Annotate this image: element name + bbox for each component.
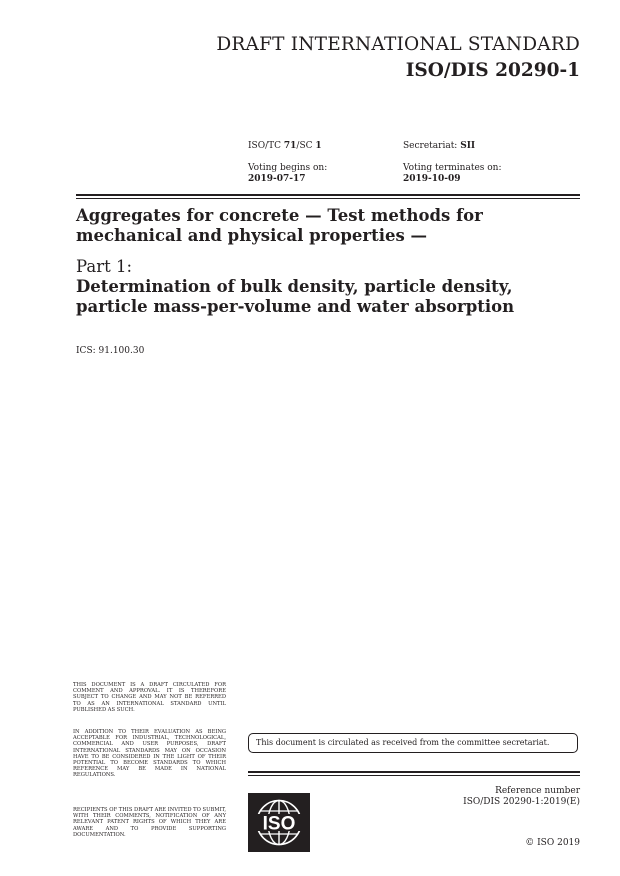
ics-code: ICS: 91.100.30 [76,346,145,356]
committee-tc: 71 [283,141,297,151]
secretariat-label: Secretariat: [403,141,461,151]
copyright-notice: © ISO 2019 [525,838,580,848]
document-stage-title: DRAFT INTERNATIONAL STANDARD [216,34,580,55]
voting-begins-date: 2019-07-17 [248,174,306,184]
committee-sc: 1 [315,141,322,151]
voting-terminates-label: Voting terminates on: [403,163,502,173]
circulation-notice: This document is circulated as received from the committee secretariat. [248,733,578,753]
disclaimer-paragraph: RECIPIENTS OF THIS DRAFT ARE INVITED TO SUBMIT, WITH THEIR COMMENTS, NOTIFICATION OF ANY RELEVANT PATENT RIGHTS OF WHICH THEY ARE AWARE AND TO PROVIDE SUPPORTING DOCUMENTATION. [73,807,226,838]
disclaimer-paragraph: IN ADDITION TO THEIR EVALUATION AS BEING ACCEPTABLE FOR INDUSTRIAL, TECHNOLOGICAL, COMMERCIAL AND USER PURPOSES, DRAFT INTERNATIONAL STANDARDS MAY ON OCCASION HAVE TO BE CONSIDERED IN THE LIGHT OF THEIR POTENTIAL TO BECOME STANDARDS TO WHICH REFERENCE MAY BE MADE IN NATIONAL REGULATIONS. [73,729,226,779]
main-title: Aggregates for concrete — Test methods for mechanical and physical properties — [76,206,483,245]
voting-terminates-date: 2019-10-09 [403,174,461,184]
reference-number-label: Reference number [495,786,580,796]
secretariat-value: SII [460,141,476,151]
part-title: Determination of bulk density, particle density, particle mass-per-volume and water absorption [76,277,515,316]
part-label: Part 1: [76,257,133,276]
document-reference: ISO/DIS 20290-1 [405,60,580,81]
iso-logo-text: ISO [262,813,296,835]
iso-logo-icon [248,793,310,852]
voting-begins [248,163,327,185]
reference-number-value: ISO/DIS 20290-1:2019(E) [463,797,580,807]
reference-number-block [463,786,580,808]
footer-divider [248,771,580,776]
committee-prefix: ISO/TC [248,141,284,151]
header-divider [76,194,580,199]
committee-mid: /SC [296,141,316,151]
voting-terminates [403,163,502,185]
secretariat-info [403,141,475,152]
committee-info [248,141,322,152]
disclaimer-paragraph: THIS DOCUMENT IS A DRAFT CIRCULATED FOR COMMENT AND APPROVAL. IT IS THEREFORE SUBJECT TO CHANGE AND MAY NOT BE REFERRED TO AS AN INTERNATIONAL STANDARD UNTIL PUBLISHED AS SUCH. [73,682,226,713]
voting-begins-label: Voting begins on: [248,163,328,173]
